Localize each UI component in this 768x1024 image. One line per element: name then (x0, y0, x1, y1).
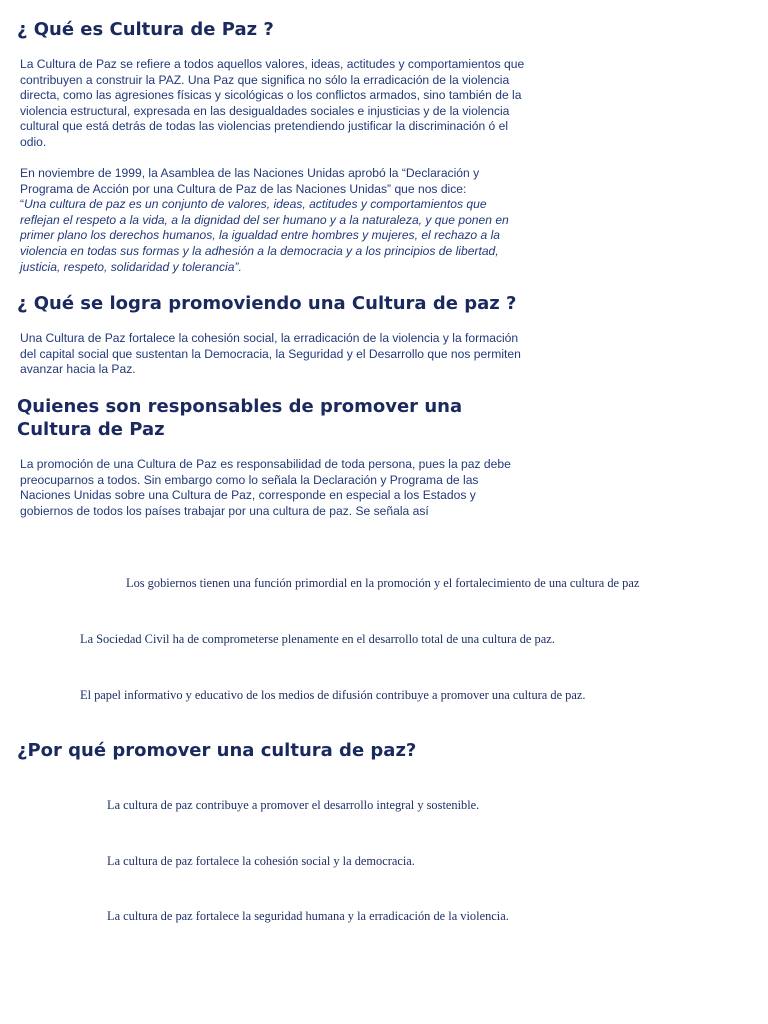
statement-medios-difusion: El papel informativo y educativo de los medios de difusión contribuye a promover una cultura de paz. (80, 688, 586, 702)
paragraph-responsabilidad: La promoción de una Cultura de Paz es responsabilidad de toda persona, pues la paz debe preocuparnos a todos. Sin embargo como lo señala la Declaración y Programa de las Naciones Unidas sobre una Cultura de Paz, corresponde en especial a los Estados y gobiernos de todos los países trabajar por una cultura de paz. Se señala así (20, 457, 511, 518)
paragraph-declaracion-intro: En noviembre de 1999, la Asamblea de las Naciones Unidas aprobó la “Declaración y Programa de Acción por una Cultura de Paz de las Naciones Unidas” que nos dice: “ (20, 166, 480, 212)
paragraph-definicion: La Cultura de Paz se refiere a todos aquellos valores, ideas, actitudes y comportamientos que contribuyen a construir la PAZ. Una Paz que significa no sólo la erradicación de la violencia directa, como las agresiones físicas y sicológicas o los conflictos armados, sino también de la violencia estructural, expresada en las desigualdades sociales e injusticias y de la violencia cultural que está detrás de todas las violencias pretendiendo justificar la discriminación ó el odio. (20, 57, 525, 149)
heading-quienes-son-responsables (17, 395, 462, 441)
paragraph-que-se-logra: Una Cultura de Paz fortalece la cohesión social, la erradicación de la violencia y la formación del capital social que sustentan la Democracia, la Seguridad y el Desarrollo que nos permiten avanzar hacia la Paz. (20, 331, 521, 377)
paragraph-declaracion (20, 166, 580, 275)
statement-sociedad-civil: La Sociedad Civil ha de comprometerse plenamente en el desarrollo total de una cultura de paz. (80, 632, 555, 646)
heading-quienes-line1: Quienes son responsables de promover una (17, 396, 463, 417)
heading-que-se-logra: ¿ Qué se logra promoviendo una Cultura de paz ? (17, 293, 517, 314)
statement-desarrollo: La cultura de paz contribuye a promover el desarrollo integral y sostenible. (107, 798, 480, 812)
heading-que-es-cultura-de-paz: ¿ Qué es Cultura de Paz ? (17, 19, 274, 40)
statement-seguridad-humana: La cultura de paz fortalece la seguridad humana y la erradicación de la violencia. (107, 909, 509, 923)
paragraph-declaracion-quote: Una cultura de paz es un conjunto de valores, ideas, actitudes y comportamientos que reflejan el respeto a la vida, a la dignidad del ser humano y a la naturaleza, y que ponen en primer plano los derechos humanos, la igualdad entre hombres y mujeres, el rechazo a la violencia en todas sus formas y la adhesión a la democracia y a los principios de libertad, justicia, respeto, solidaridad y tolerancia”. (20, 197, 509, 274)
statement-gobiernos: Los gobiernos tienen una función primordial en la promoción y el fortalecimiento de una cultura de paz (126, 576, 640, 590)
statement-cohesion-social: La cultura de paz fortalece la cohesión social y la democracia. (107, 854, 415, 868)
heading-quienes-line2: Cultura de Paz (17, 419, 165, 440)
heading-por-que-promover: ¿Por qué promover una cultura de paz? (17, 740, 417, 761)
